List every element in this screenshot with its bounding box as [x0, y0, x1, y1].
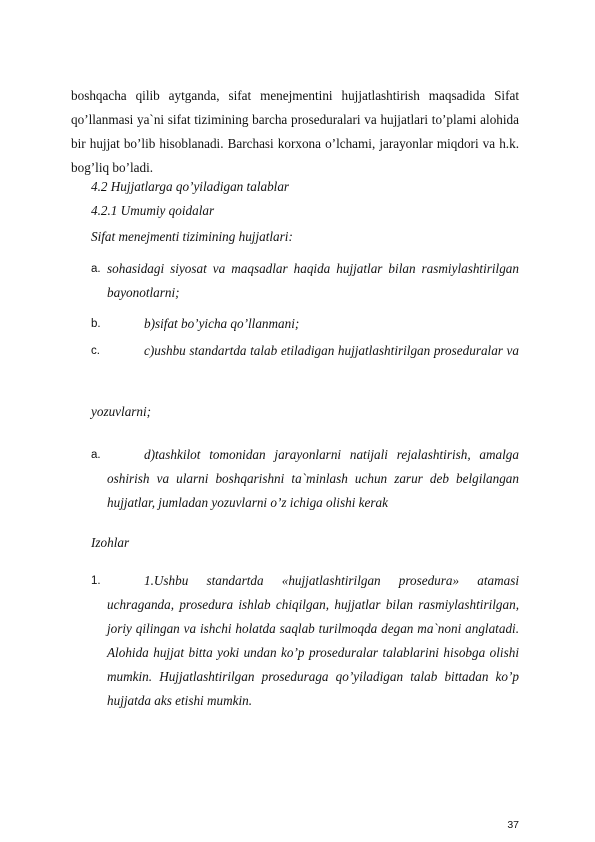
list-marker: c.: [91, 345, 100, 357]
continuation-text: yozuvlarni;: [91, 404, 152, 419]
section-heading-4-2: 4.2 Hujjatlarga qo’yiladigan talablar: [91, 179, 290, 194]
note-text: 1.Ushbu standartda «hujjatlashtirilgan prosedura» atamasi uchraganda, prosedura ishlab chiqilgan, hujjatlar bilan rasmiylashtirilgan, joriy qilingan va ishchi holatda saqlab turilmoqda degan ma`noni anglatadi. Alohida hujjat bitta yoki undan ko’p proseduralar talablarini hisobga olishi mumkin. Hujjatlashtirilgan proseduraga qo’yiladigan talab bittadan ko’p hujjatda aks etishi mumkin.: [107, 573, 519, 708]
list-marker: a.: [91, 263, 101, 275]
list-item-d: [91, 443, 519, 515]
section-heading-4-2-1: 4.2.1 Umumiy qoidalar: [91, 203, 215, 218]
subheading-documents: Sifat menejmenti tizimining hujjatlari:: [91, 229, 293, 244]
list-item-text: c)ushbu standartda talab etiladigan hujjatlashtirilgan proseduralar va: [144, 343, 519, 358]
list-item-text: sohasidagi siyosat va maqsadlar haqida hujjatlar bilan rasmiylashtirilgan bayonotlarni;: [107, 261, 519, 300]
list-item-text: d)tashkilot tomonidan jarayonlarni natijali rejalashtirish, amalga oshirish va ularni boshqarishni ta`minlash uchun zarur deb belgilangan hujjatlar, jumladan yozuvlarni o’z ichiga olishi kerak: [107, 447, 519, 510]
list-marker: b.: [91, 318, 101, 330]
list-marker: 1.: [91, 575, 101, 587]
list-item-b: [91, 312, 519, 336]
intro-paragraph: boshqacha qilib aytganda, sifat menejmentini hujjatlashtirish maqsadida Sifat qo’llanmasi ya`ni sifat tizimining barcha proseduralari va hujjatlari to’plami alohida bir hujjat bo’lib hisoblanadi. Barchasi korxona o’lchami, jarayonlar miqdori va h.k. bog’liq bo’ladi.: [71, 88, 519, 175]
note-item-1: [91, 569, 519, 713]
page-number: 37: [507, 819, 519, 831]
list-item-c: [91, 339, 519, 363]
list-item-text: b)sifat bo’yicha qo’llanmani;: [144, 316, 300, 331]
list-marker: a.: [91, 449, 101, 461]
list-item-a: [91, 257, 519, 305]
notes-heading: Izohlar: [91, 535, 130, 550]
